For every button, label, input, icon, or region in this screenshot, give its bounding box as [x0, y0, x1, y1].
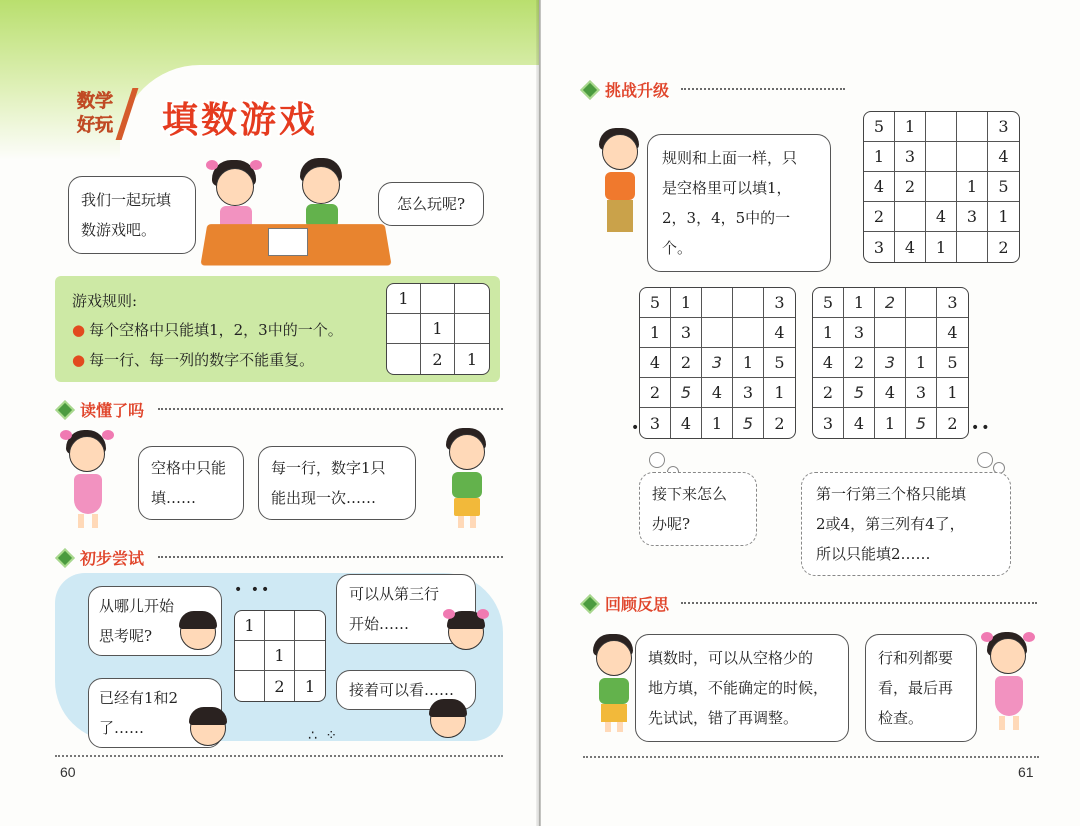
grid-cell: 5: [813, 288, 844, 318]
diamond-icon: [580, 594, 600, 614]
grid-cell: 2: [844, 348, 875, 378]
grid-cell: [895, 202, 926, 232]
grid-cell: [387, 344, 421, 374]
girl-intro-bubble: 我们一起玩填 数游戏吧。: [68, 176, 196, 254]
grid-cell: 5: [988, 172, 1019, 202]
grid-cell: 5: [937, 348, 968, 378]
diamond-icon: [580, 80, 600, 100]
page-number: 61: [1018, 764, 1034, 780]
bubble-ring: [649, 452, 665, 468]
grid-cell: 4: [937, 318, 968, 348]
grid-cell: [733, 288, 764, 318]
badge-line-1: 数学: [77, 91, 113, 112]
bottom-rule: [55, 755, 503, 757]
grid-cell: 2: [947, 413, 958, 433]
section-rule: [681, 602, 1037, 604]
paper-illustration: [268, 228, 308, 256]
grid-cell: [957, 232, 988, 262]
grid-cell: 3: [733, 378, 764, 408]
dots-decoration: ••: [971, 420, 992, 436]
grid-cell: 1: [926, 232, 957, 262]
challenge-rule-bubble: 规则和上面一样，只 是空格里可以填1， 2，3，4，5中的一个。: [647, 134, 831, 272]
grid-cell: 1: [957, 172, 988, 202]
challenge-grid-step-b: [812, 287, 969, 439]
rule-item-2: ● 每一行、每一列的数字不能重复。: [72, 351, 315, 369]
try-bubble-top-right: 可以从第三行 开始……: [336, 574, 476, 644]
challenge-grid-main: [863, 111, 1020, 263]
grid-cell: 1: [640, 318, 671, 348]
grid-cell: [455, 284, 489, 314]
grid-cell: 5: [906, 408, 937, 438]
next-step-bubble: 接下来怎么 办呢?: [639, 472, 757, 546]
grid-cell: 1: [906, 348, 937, 378]
grid-cell: 1: [937, 378, 968, 408]
section-heading-challenge: 挑战升级: [583, 78, 669, 101]
reflect-boy-bubble: 填数时，可以从空格少的 地方填，不能确定的时候， 先试试，错了再调整。: [635, 634, 849, 742]
grid-cell: 4: [864, 172, 895, 202]
boy-face-icon: [180, 614, 216, 650]
rules-title: 游戏规则:: [72, 292, 138, 310]
grid-cell: 1: [671, 288, 702, 318]
grid-cell: 2: [998, 237, 1009, 257]
grid-cell: 2: [671, 348, 702, 378]
grid-cell: 3: [864, 232, 895, 262]
bubble-ring: [977, 452, 993, 468]
grid-cell: 4: [875, 378, 906, 408]
dots-decoration: ∴ ⁘: [308, 728, 340, 744]
try-bubble-bottom-right: 接着可以看……: [336, 670, 476, 710]
grid-cell: 5: [764, 348, 795, 378]
try-bubble-bottom-left: 已经有1和2 了……: [88, 678, 222, 748]
grid-cell: 5: [671, 378, 702, 408]
bullet-icon: ●: [72, 321, 86, 339]
grid-cell: 1: [304, 676, 316, 696]
grid-cell: 4: [702, 378, 733, 408]
grid-cell: 1: [466, 349, 478, 369]
grid-cell: 3: [844, 318, 875, 348]
grid-cell: 2: [265, 671, 295, 701]
grid-cell: 4: [844, 408, 875, 438]
grid-cell: 3: [764, 288, 795, 318]
grid-cell: 4: [813, 348, 844, 378]
boy-face-icon: [430, 702, 466, 738]
grid-cell: 1: [988, 202, 1019, 232]
grid-cell: 3: [702, 348, 733, 378]
grid-cell: [387, 314, 421, 344]
grid-cell: 5: [864, 112, 895, 142]
grid-cell: 1: [844, 288, 875, 318]
grid-cell: [702, 288, 733, 318]
grid-cell: 5: [844, 378, 875, 408]
grid-cell: [733, 318, 764, 348]
page-title: 填数游戏: [162, 100, 319, 141]
grid-cell: 3: [957, 202, 988, 232]
grid-cell: 2: [875, 288, 906, 318]
grid-cell: [295, 641, 325, 671]
grid-cell: [957, 142, 988, 172]
grid-cell: 1: [864, 142, 895, 172]
grid-cell: [906, 318, 937, 348]
grid-cell: [421, 284, 455, 314]
grid-cell: 2: [813, 378, 844, 408]
grid-cell: [906, 288, 937, 318]
try-bubble-top-left: 从哪儿开始 思考呢?: [88, 586, 222, 656]
try-grid: [234, 610, 326, 702]
grid-cell: 2: [774, 413, 785, 433]
grid-cell: 2: [864, 202, 895, 232]
badge-line-2: 好玩: [77, 115, 113, 136]
reasoning-bubble: 第一行第三个格只能填 2或4，第三列有4了， 所以只能填2……: [801, 472, 1011, 576]
grid-cell: 2: [895, 172, 926, 202]
section-rule: [158, 556, 503, 558]
grid-cell: [926, 112, 957, 142]
badge: [70, 90, 120, 138]
grid-cell: 4: [671, 408, 702, 438]
grid-cell: [235, 641, 265, 671]
grid-cell: 1: [895, 112, 926, 142]
grid-cell: 1: [875, 408, 906, 438]
girl-understand-bubble: 空格中只能 填……: [138, 446, 244, 520]
grid-cell: [926, 142, 957, 172]
page-number: 60: [60, 764, 76, 780]
diamond-icon: [55, 548, 75, 568]
right-page: [541, 0, 1080, 826]
section-heading-reflect: 回顾反思: [583, 592, 669, 615]
section-heading-understand: 读懂了吗: [58, 398, 144, 421]
boy-understand-bubble: 每一行，数字1只 能出现一次……: [258, 446, 416, 520]
rules-grid: [386, 283, 490, 375]
boy-intro-bubble: 怎么玩呢?: [378, 182, 484, 226]
grid-cell: 1: [733, 348, 764, 378]
dots-decoration: •: [631, 420, 642, 436]
dots-decoration: • ••: [234, 582, 272, 598]
grid-cell: 3: [937, 288, 968, 318]
grid-cell: [295, 611, 325, 641]
grid-cell: 4: [764, 318, 795, 348]
grid-cell: 1: [265, 641, 295, 671]
grid-cell: [235, 671, 265, 701]
girl-face-icon: [448, 614, 484, 650]
challenge-grid-step-a: [639, 287, 796, 439]
grid-cell: 3: [813, 408, 844, 438]
section-rule: [158, 408, 503, 410]
grid-cell: [265, 611, 295, 641]
grid-cell: 5: [640, 288, 671, 318]
grid-cell: 1: [421, 314, 455, 344]
grid-cell: [926, 172, 957, 202]
grid-cell: 1: [764, 378, 795, 408]
grid-cell: 5: [733, 408, 764, 438]
grid-cell: 1: [235, 611, 265, 641]
grid-cell: 3: [875, 348, 906, 378]
bottom-rule: [583, 756, 1039, 758]
grid-cell: 4: [895, 232, 926, 262]
grid-cell: 1: [702, 408, 733, 438]
grid-cell: 4: [926, 202, 957, 232]
grid-cell: 3: [671, 318, 702, 348]
grid-cell: 4: [640, 348, 671, 378]
rule-item-1: ● 每个空格中只能填1，2，3中的一个。: [72, 321, 343, 339]
grid-cell: 4: [988, 142, 1019, 172]
section-rule: [681, 88, 845, 90]
grid-cell: 1: [813, 318, 844, 348]
grid-cell: 1: [387, 284, 421, 314]
grid-cell: [875, 318, 906, 348]
reflect-girl-bubble: 行和列都要 看，最后再 检查。: [865, 634, 977, 742]
grid-cell: 2: [640, 378, 671, 408]
boy-face-icon: [190, 710, 226, 746]
grid-cell: [702, 318, 733, 348]
grid-cell: [957, 112, 988, 142]
grid-cell: 3: [906, 378, 937, 408]
grid-cell: 2: [421, 344, 455, 374]
section-heading-try: 初步尝试: [58, 546, 144, 569]
grid-cell: 3: [895, 142, 926, 172]
diamond-icon: [55, 400, 75, 420]
bullet-icon: ●: [72, 351, 86, 369]
grid-cell: 3: [988, 112, 1019, 142]
grid-cell: 3: [640, 408, 671, 438]
grid-cell: [455, 314, 489, 344]
